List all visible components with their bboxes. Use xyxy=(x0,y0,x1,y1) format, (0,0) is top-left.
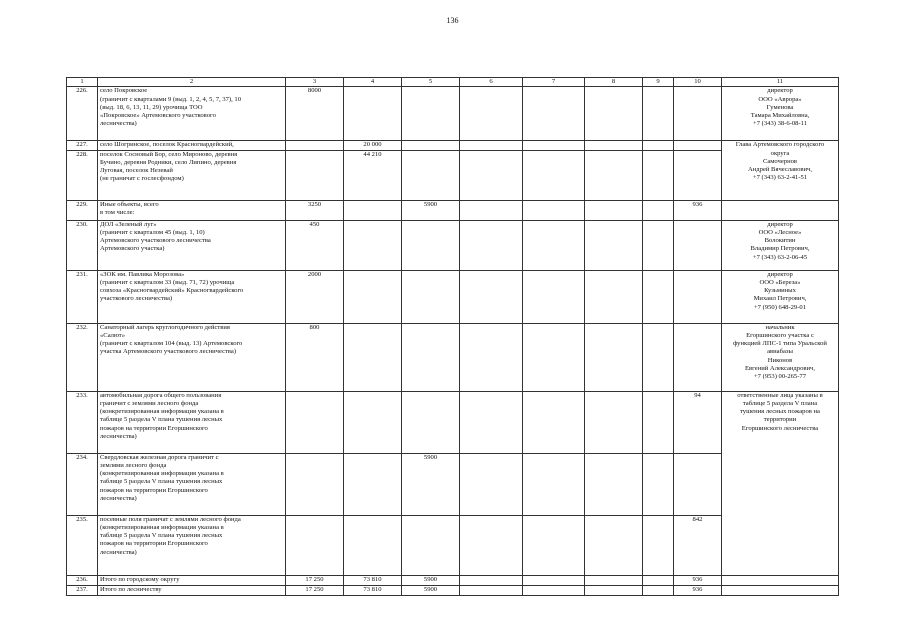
cell-col4 xyxy=(344,515,402,575)
cell-col8 xyxy=(585,323,643,391)
column-header: 9 xyxy=(643,78,674,87)
cell-col7 xyxy=(523,515,585,575)
cell-col8 xyxy=(585,141,643,150)
cell-col7 xyxy=(523,87,585,141)
cell-col10: 936 xyxy=(674,575,722,585)
cell-col9 xyxy=(643,150,674,200)
cell-col9 xyxy=(643,515,674,575)
object-name: Иные объекты, всего в том числе: xyxy=(98,200,286,220)
cell-col5 xyxy=(402,270,460,323)
cell-col10 xyxy=(674,270,722,323)
responsible-contact xyxy=(722,575,839,585)
responsible-contact: директор ООО «Береза» Кузьминых Михаил Петрович, +7 (950) 648-29-01 xyxy=(722,270,839,323)
object-name: село Шогринское, поселок Красногвардейский, xyxy=(98,141,286,150)
row-number: 232. xyxy=(67,323,98,391)
cell-col5 xyxy=(402,141,460,150)
cell-col3: 2000 xyxy=(286,270,344,323)
cell-col3: 17 250 xyxy=(286,575,344,585)
cell-col10: 842 xyxy=(674,515,722,575)
responsible-contact: директор ООО «Лесное» Волокитин Владимир Петрович, +7 (343) 63-2-06-45 xyxy=(722,220,839,270)
cell-col5 xyxy=(402,391,460,453)
cell-col5: 5900 xyxy=(402,453,460,515)
table-row xyxy=(67,141,839,150)
cell-col4 xyxy=(344,270,402,323)
cell-col6 xyxy=(460,323,523,391)
responsible-contact xyxy=(722,585,839,595)
cell-col6 xyxy=(460,453,523,515)
cell-col10 xyxy=(674,220,722,270)
cell-col3: 17 250 xyxy=(286,585,344,595)
row-number: 228. xyxy=(67,150,98,200)
object-name: поселок Сосновый Бор, село Мироново, деревня Бучино, деревня Родники, село Липино, деревня Луговая, поселок Незевай (не граничат с гослесфондом) xyxy=(98,150,286,200)
row-number: 227. xyxy=(67,141,98,150)
table-row xyxy=(67,87,839,141)
cell-col3 xyxy=(286,150,344,200)
cell-col9 xyxy=(643,575,674,585)
cell-col4: 20 000 xyxy=(344,141,402,150)
cell-col4 xyxy=(344,391,402,453)
object-name: ДОЛ «Зеленый луг» (граничит с кварталом 45 (выд. 1, 10) Артемовского участкового лесничества Артемовского участка) xyxy=(98,220,286,270)
cell-col4 xyxy=(344,453,402,515)
column-header: 7 xyxy=(523,78,585,87)
cell-col10 xyxy=(674,323,722,391)
cell-col7 xyxy=(523,585,585,595)
column-header: 4 xyxy=(344,78,402,87)
cell-col4: 73 810 xyxy=(344,585,402,595)
cell-col8 xyxy=(585,575,643,585)
cell-col6 xyxy=(460,150,523,200)
cell-col8 xyxy=(585,515,643,575)
table-row xyxy=(67,220,839,270)
responsible-contact: Глава Артемовского городского округа Самочернов Андрей Вячеславович, +7 (343) 63-2-41-51 xyxy=(722,141,839,200)
cell-col8 xyxy=(585,87,643,141)
cell-col9 xyxy=(643,585,674,595)
cell-col10 xyxy=(674,453,722,515)
object-name: Итого по городскому округу xyxy=(98,575,286,585)
responsible-contact xyxy=(722,200,839,220)
column-header: 11 xyxy=(722,78,839,87)
column-header: 10 xyxy=(674,78,722,87)
object-name: Свердловская железная дорога граничит с землями лесного фонда (конкретизированная информация указана в таблице 5 раздела V плана тушения лесных пожаров на территории Егоршинского лесничества) xyxy=(98,453,286,515)
cell-col3 xyxy=(286,453,344,515)
cell-col5: 5900 xyxy=(402,200,460,220)
cell-col9 xyxy=(643,391,674,453)
cell-col7 xyxy=(523,323,585,391)
cell-col9 xyxy=(643,141,674,150)
cell-col8 xyxy=(585,220,643,270)
cell-col4: 73 810 xyxy=(344,575,402,585)
cell-col7 xyxy=(523,220,585,270)
cell-col8 xyxy=(585,270,643,323)
cell-col5 xyxy=(402,220,460,270)
cell-col5: 5900 xyxy=(402,585,460,595)
row-number: 233. xyxy=(67,391,98,453)
cell-col4 xyxy=(344,220,402,270)
responsible-contact: начальник Егоршинского участка с функцией ЛПС-1 типа Уральской авиабазы Никонов Евгений Александрович, +7 (953) 00-265-77 xyxy=(722,323,839,391)
object-name: «ЗОК им. Павлика Морозова» (граничит с кварталом 33 (выд. 71, 72) урочища совхоза «Красногвардейский» Красногвардейского участкового лесничества) xyxy=(98,270,286,323)
cell-col5: 5900 xyxy=(402,575,460,585)
cell-col6 xyxy=(460,220,523,270)
cell-col4 xyxy=(344,87,402,141)
cell-col10 xyxy=(674,141,722,150)
column-number-row xyxy=(67,78,839,87)
fire-plan-table xyxy=(66,77,839,596)
cell-col3 xyxy=(286,515,344,575)
column-header: 5 xyxy=(402,78,460,87)
cell-col6 xyxy=(460,141,523,150)
cell-col3: 450 xyxy=(286,220,344,270)
cell-col7 xyxy=(523,453,585,515)
cell-col8 xyxy=(585,585,643,595)
cell-col8 xyxy=(585,391,643,453)
page-number: 136 xyxy=(446,16,459,25)
column-header: 3 xyxy=(286,78,344,87)
responsible-contact: директор ООО «Аврора» Гуменова Тамара Михайловна, +7 (343) 38-6-08-11 xyxy=(722,87,839,141)
row-number: 236. xyxy=(67,575,98,585)
cell-col5 xyxy=(402,150,460,200)
row-number: 237. xyxy=(67,585,98,595)
cell-col4 xyxy=(344,200,402,220)
cell-col10: 94 xyxy=(674,391,722,453)
cell-col6 xyxy=(460,391,523,453)
cell-col7 xyxy=(523,391,585,453)
cell-col8 xyxy=(585,200,643,220)
table-row xyxy=(67,270,839,323)
column-header: 1 xyxy=(67,78,98,87)
object-name: Итого по лесничеству xyxy=(98,585,286,595)
cell-col3 xyxy=(286,391,344,453)
cell-col9 xyxy=(643,87,674,141)
cell-col8 xyxy=(585,150,643,200)
object-name: автомобильная дорога общего пользования граничит с землями лесного фонда (конкретизированная информация указана в таблице 5 раздела V плана тушения лесных пожаров на территории Егоршинского лесничества) xyxy=(98,391,286,453)
column-header: 2 xyxy=(98,78,286,87)
cell-col10: 936 xyxy=(674,585,722,595)
cell-col9 xyxy=(643,323,674,391)
cell-col3 xyxy=(286,141,344,150)
cell-col9 xyxy=(643,220,674,270)
cell-col10 xyxy=(674,150,722,200)
cell-col4: 44 210 xyxy=(344,150,402,200)
cell-col7 xyxy=(523,575,585,585)
row-number: 234. xyxy=(67,453,98,515)
cell-col6 xyxy=(460,585,523,595)
cell-col3: 8000 xyxy=(286,87,344,141)
cell-col5 xyxy=(402,515,460,575)
table-row xyxy=(67,391,839,453)
cell-col10: 936 xyxy=(674,200,722,220)
cell-col6 xyxy=(460,575,523,585)
total-row xyxy=(67,575,839,585)
cell-col5 xyxy=(402,87,460,141)
cell-col8 xyxy=(585,453,643,515)
row-number: 231. xyxy=(67,270,98,323)
cell-col5 xyxy=(402,323,460,391)
object-name: село Покровское (граничит с кварталами 9 (выд. 1, 2, 4, 5, 7, 37), 10 (выд. 18, 6, 13, 11, 29) урочища ТОО «Покровское» Артемовского участкового лесничества) xyxy=(98,87,286,141)
table-row xyxy=(67,200,839,220)
cell-col6 xyxy=(460,200,523,220)
cell-col9 xyxy=(643,453,674,515)
cell-col9 xyxy=(643,200,674,220)
responsible-contact: ответственные лица указаны в таблице 5 раздела V плана тушения лесных пожаров на территории Егоршинского лесничества xyxy=(722,391,839,575)
cell-col7 xyxy=(523,200,585,220)
cell-col4 xyxy=(344,323,402,391)
column-header: 8 xyxy=(585,78,643,87)
cell-col9 xyxy=(643,270,674,323)
column-header: 6 xyxy=(460,78,523,87)
row-number: 229. xyxy=(67,200,98,220)
row-number: 226. xyxy=(67,87,98,141)
object-name: Санаторный лагерь круглогодичного действия «Салют» (граничит с кварталом 104 (выд. 13) Артемовского участка Артемовского участкового лесничества) xyxy=(98,323,286,391)
cell-col3: 800 xyxy=(286,323,344,391)
cell-col7 xyxy=(523,141,585,150)
total-row xyxy=(67,585,839,595)
table-row xyxy=(67,323,839,391)
cell-col7 xyxy=(523,150,585,200)
cell-col6 xyxy=(460,87,523,141)
cell-col10 xyxy=(674,87,722,141)
cell-col6 xyxy=(460,515,523,575)
row-number: 230. xyxy=(67,220,98,270)
object-name: посевные поля граничат с землями лесного фонда (конкретизированная информация указана в таблице 5 раздела V плана тушения лесных пожаров на территории Егоршинского лесничества) xyxy=(98,515,286,575)
cell-col7 xyxy=(523,270,585,323)
cell-col6 xyxy=(460,270,523,323)
cell-col3: 3250 xyxy=(286,200,344,220)
row-number: 235. xyxy=(67,515,98,575)
